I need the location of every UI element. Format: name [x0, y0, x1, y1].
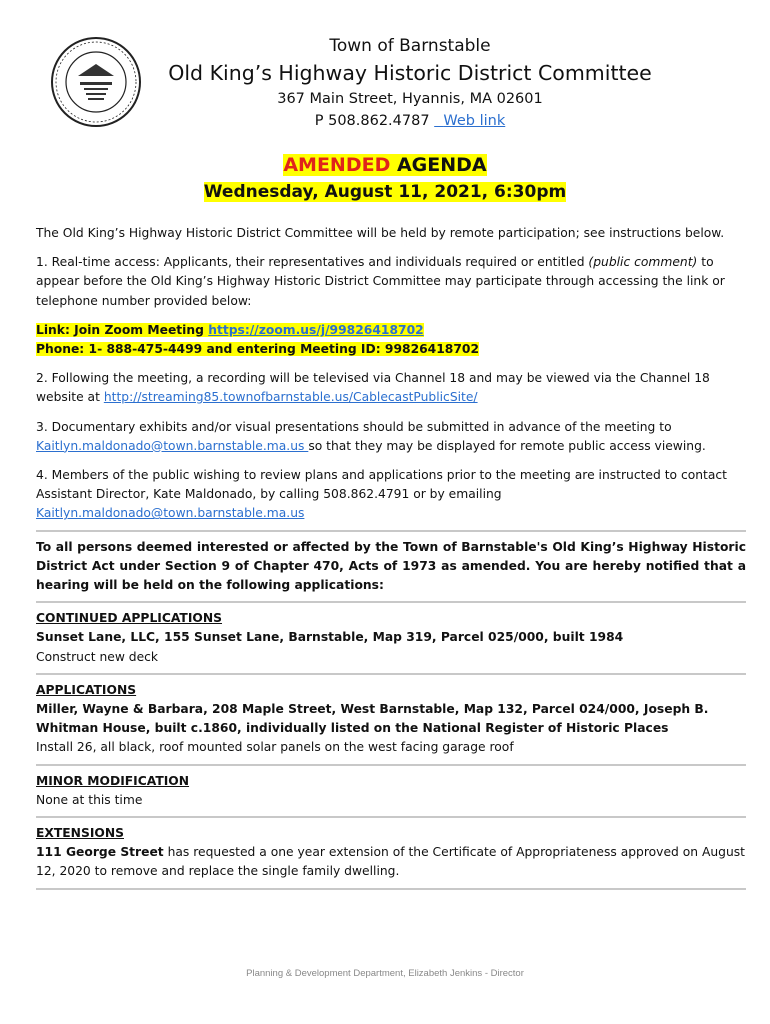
agenda-title-block [0, 152, 770, 206]
agenda-title [0, 152, 770, 178]
item-2: 2. Following the meeting, a recording will be televised via Channel 18 and may be viewed via the Channel 18 website at http://streaming85.townofbarnstable.us/CablecastPublicSite/ [36, 371, 710, 405]
item-1: 1. Real-time access: Applicants, their representatives and individuals required or entitled (public comment) to appear before the Old King’s Highway Historic District Committee may participate through accessing the link or telephone number provided below: [36, 255, 725, 308]
divider [36, 764, 746, 766]
email-link-2[interactable]: Kaitlyn.maldonado@town.barnstable.ma.us [36, 506, 305, 521]
amended-label: AMENDED [283, 154, 391, 176]
zoom-link-line: Link: Join Zoom Meeting https://zoom.us/j/99826418702 [36, 322, 424, 337]
divider [36, 530, 746, 532]
extensions-heading: EXTENSIONS [36, 826, 124, 841]
phone-number: P 508.862.4787 [314, 113, 430, 129]
continued-heading: CONTINUED APPLICATIONS [36, 611, 223, 626]
meeting-date: Wednesday, August 11, 2021, 6:30pm [203, 182, 567, 202]
footer: Planning & Development Department, Elizabeth Jenkins - Director [246, 968, 524, 979]
divider [36, 673, 746, 675]
minor-heading: MINOR MODIFICATION [36, 773, 190, 788]
divider [36, 816, 746, 818]
extensions-desc: 111 George Street has requested a one year extension of the Certificate of Appropriateness approved on August 12, 2020 to remove and replace the single family dwelling. [36, 845, 745, 879]
divider [36, 601, 746, 603]
committee-name: Old King’s Highway Historic District Committee [168, 61, 652, 85]
town-name: Town of Barnstable [329, 36, 491, 56]
letterhead [150, 34, 670, 132]
email-link-1[interactable]: Kaitlyn.maldonado@town.barnstable.ma.us [36, 438, 309, 453]
address: 367 Main Street, Hyannis, MA 02601 [277, 91, 543, 107]
continued-desc: Construct new deck [36, 649, 159, 664]
item-3: 3. Documentary exhibits and/or visual presentations should be submitted in advance of the meeting to Kaitlyn.maldonado@town.barnstable.ma.us so that they may be displayed for remote public access viewing. [36, 419, 706, 453]
minor-desc: None at this time [36, 792, 143, 807]
phone-line [150, 110, 670, 132]
zoom-link[interactable]: https://zoom.us/j/99826418702 [208, 322, 424, 337]
web-link[interactable]: Web link [443, 113, 506, 129]
applications-desc: Install 26, all black, roof mounted solar panels on the west facing garage roof [36, 740, 514, 755]
divider [36, 888, 746, 890]
town-seal [50, 36, 142, 128]
streaming-link[interactable]: http://streaming85.townofbarnstable.us/CablecastPublicSite/ [103, 390, 478, 405]
agenda-body [36, 224, 746, 896]
applications-title: Miller, Wayne & Barbara, 208 Maple Street, West Barnstable, Map 132, Parcel 024/000, Joseph B. Whitman House, built c.1860, individually listed on the National Register of Historic Places [36, 702, 709, 736]
public-notice: To all persons deemed interested or affected by the Town of Barnstable's Old King’s Highway Historic District Act under Section 9 of Chapter 470, Acts of 1973 as amended. You are hereby notified that a hearing will be held on the following applications: [36, 539, 746, 593]
item-4: 4. Members of the public wishing to review plans and applications prior to the meeting are instructed to contact Assistant Director, Kate Maldonado, by calling 508.862.4791 or by emailing Kaitlyn.maldonado@town.barnstable.ma.us [36, 468, 727, 521]
intro-text: The Old King’s Highway Historic District Committee will be held by remote participation; see instructions below. [36, 226, 725, 240]
applications-heading: APPLICATIONS [36, 682, 137, 697]
zoom-phone-line: Phone: 1- 888-475-4499 and entering Meeting ID: 99826418702 [36, 342, 480, 357]
agenda-label: AGENDA [390, 154, 487, 176]
continued-title: Sunset Lane, LLC, 155 Sunset Lane, Barnstable, Map 319, Parcel 025/000, built 1984 [36, 630, 624, 645]
